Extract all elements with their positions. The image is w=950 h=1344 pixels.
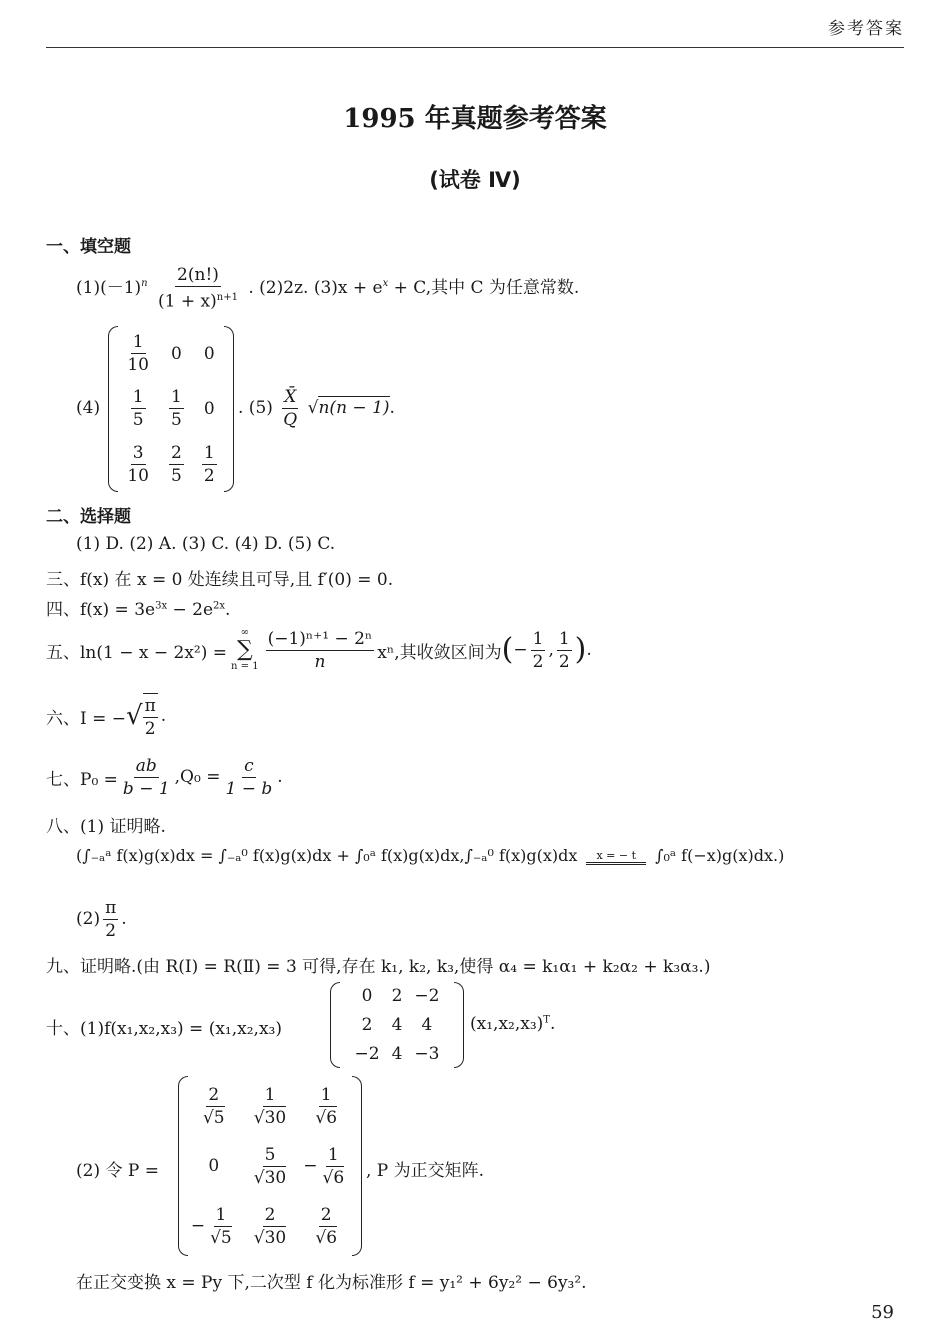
- matrix-cell: 0: [361, 986, 373, 1007]
- matrix-cell: $\frac{1}{2}$: [203, 442, 215, 486]
- section-6: 六、I = − √ $\frac{\pi}{2}$ .: [46, 690, 166, 742]
- section-8-line-2: (∫₋ₐᵃ f(x)g(x)dx = ∫₋ₐ⁰ f(x)g(x)dx + ∫₀ᵃ f(x)g(x)dx,∫₋ₐ⁰ f(x)g(x)dx x = − t ∫₀ᵃ f(−x)g(x)dx.): [76, 846, 785, 865]
- matrix-cell: − $\frac{1}{√5}$: [190, 1204, 232, 1248]
- section-10-line-1-a: 十、(1)f(x₁,x₂,x₃) = (x₁,x₂,x₃): [46, 1019, 282, 1039]
- matrix-cell: $\frac{2}{5}$: [170, 442, 182, 486]
- matrix-cell: 4: [391, 1014, 403, 1035]
- matrix-answer-4: [108, 326, 234, 492]
- matrix-P: [178, 1076, 362, 1256]
- section-10-line-3: 在正交变换 x = Py 下,二次型 f 化为标准形 f = y₁² + 6y₂² − 6y₃².: [76, 1273, 587, 1293]
- section-7: 七、P₀ = $\frac{ab}{b - 1}$ ,Q₀ = $\frac{c}{1 - b}$ .: [46, 755, 283, 799]
- matrix-cell: 4: [421, 1014, 433, 1035]
- fill-answer-5: . (5) $\frac{X̄}{Q}$ √n(n − 1).: [238, 387, 395, 430]
- matrix-cell: 2: [391, 986, 403, 1007]
- fill-answer-line-1: $(1)(-1)^n$ $\frac{2(n!)}{(1 + x)^{n+1}}$ . (2)2z. $(3)x + e^x + C$,其中 C 为任意常数.: [76, 265, 580, 312]
- fill-answer-4-label: (4): [76, 398, 101, 418]
- matrix-cell: $\frac{3}{10}$: [127, 442, 149, 486]
- matrix-cell: $\frac{1}{10}$: [127, 332, 149, 376]
- choice-answers: (1) D. (2) A. (3) C. (4) D. (5) C.: [76, 534, 336, 554]
- matrix-cell: −2: [354, 1043, 380, 1064]
- section-heading-1: 一、填空题: [46, 237, 131, 257]
- matrix-cell: $\frac{2}{√5}$: [202, 1084, 225, 1128]
- matrix-cell: $\frac{1}{√30}$: [253, 1084, 287, 1128]
- matrix-cell: 4: [391, 1043, 403, 1064]
- matrix-cell: −2: [414, 986, 440, 1007]
- matrix-cell: $\frac{1}{5}$: [170, 387, 182, 431]
- page-subtitle: (试卷 Ⅳ): [429, 168, 521, 192]
- page-title: 1995 年真题参考答案: [343, 104, 607, 134]
- section-8-line-3: (2) $\frac{\pi}{2}$ .: [76, 897, 127, 941]
- section-8-line-1: 八、(1) 证明略.: [46, 817, 166, 837]
- section-heading-2: 二、选择题: [46, 507, 131, 527]
- section-10-line-2-b: , P 为正交矩阵.: [366, 1161, 485, 1181]
- matrix-cell: $\frac{1}{√6}$: [315, 1084, 338, 1128]
- section-9: 九、证明略.(由 R(Ⅰ) = R(Ⅱ) = 3 可得,存在 k₁, k₂, k₃,使得 α₄ = k₁α₁ + k₂α₂ + k₃α₃.): [46, 957, 711, 977]
- matrix-cell: 2: [361, 1014, 373, 1035]
- matrix-cell: $\frac{2}{√30}$: [253, 1204, 287, 1248]
- matrix-quadratic-form: [330, 982, 464, 1068]
- matrix-cell: $\frac{2}{√6}$: [315, 1204, 338, 1248]
- section-10-line-1-b: $(x_1,x_2,x_3)^T$.: [470, 1014, 556, 1034]
- section-4: 四、$f(x) = 3e^{3x} - 2e^{2x}$.: [46, 600, 231, 620]
- section-5: 五、ln(1 − x − 2x²) = ∞ ∑ n = 1 $\frac{\text{(−1)ⁿ⁺¹ − 2ⁿ}}{n}$ xⁿ,其收敛区间为 ( − $\frac{1}{2}$ , $\frac{1}{2}$ ) .: [46, 627, 592, 672]
- matrix-cell: − $\frac{1}{√6}$: [303, 1144, 345, 1188]
- matrix-cell: 0: [208, 1156, 220, 1176]
- matrix-cell: −3: [414, 1043, 440, 1064]
- matrix-cell: $\frac{1}{5}$: [132, 387, 144, 431]
- matrix-cell: 0: [203, 398, 215, 419]
- section-10-line-2-a: (2) 令 P =: [76, 1161, 159, 1181]
- section-3: 三、f(x) 在 x = 0 处连续且可导,且 f′(0) = 0.: [46, 570, 394, 590]
- matrix-cell: 0: [203, 343, 215, 364]
- page-number: 59: [871, 1302, 894, 1323]
- matrix-cell: 0: [170, 343, 182, 364]
- running-header: 参考答案: [828, 19, 904, 39]
- header-rule: [46, 47, 904, 48]
- matrix-cell: $\frac{5}{√30}$: [253, 1144, 287, 1188]
